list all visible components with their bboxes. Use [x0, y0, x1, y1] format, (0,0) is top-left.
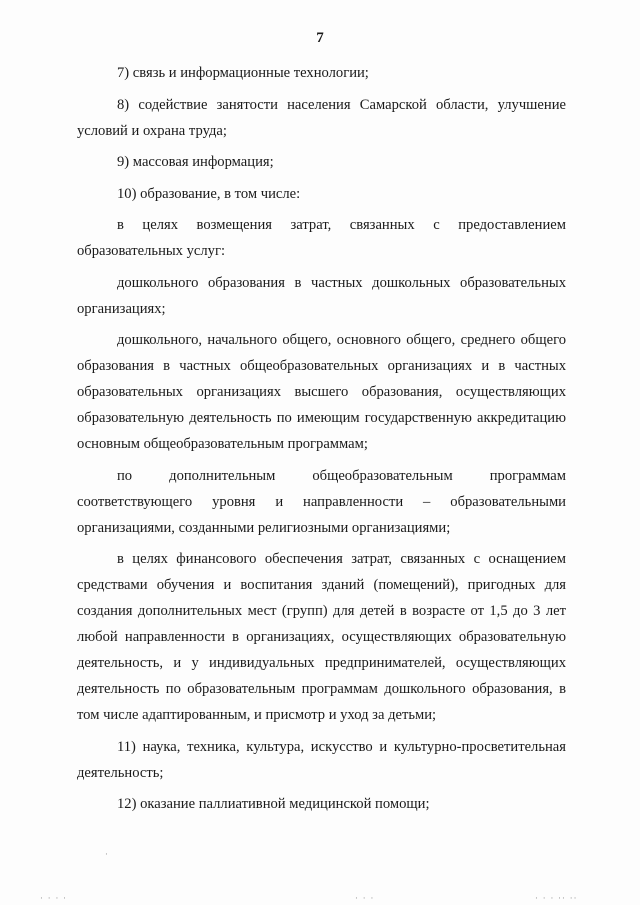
scan-artifact-center: · · · — [355, 894, 375, 904]
paragraph-item-10: 10) образование, в том числе: — [117, 185, 301, 202]
paragraph-item-8: 8) содействие занятости населения Самарской области, улучшение условий и охрана труда; — [77, 96, 566, 139]
scan-artifact-right: · · · ·· ·· — [535, 894, 578, 904]
paragraph-general-education: дошкольного, начального общего, основного общего, среднего общего образования в частных общеобразовательных организациях и в частных образовательных организациях высшего образования, осуществляющих образовательную деятельность по имеющим государственную аккредитацию основным общеобразовательным программам; — [77, 332, 566, 452]
scan-artifact-dot: · — [105, 850, 109, 860]
paragraph-preschool-private: дошкольного образования в частных дошкольных образовательных организациях; — [77, 274, 566, 317]
paragraph-financial-support: в целях финансового обеспечения затрат, связанных с оснащением средствами обучения и воспитания зданий (помещений), пригодных для создания дополнительных мест (групп) для детей в возрасте от 1,5 до 3 лет любой направленности в организациях, осуществляющих образовательную деятельность, и у индивидуальных предпринимателей, осуществляющих деятельность по образовательным программам дошкольного образования, в том числе адаптированным, и присмотр и уход за детьми; — [77, 551, 566, 723]
paragraph-cost-reimbursement: в целях возмещения затрат, связанных с предоставлением образовательных услуг: — [77, 217, 566, 259]
paragraph-additional-programs: по дополнительным общеобразовательным программам соответствующего уровня и направленности – образовательными организациями, созданными религиозными организациями; — [77, 467, 566, 536]
paragraph-item-11: 11) наука, техника, культура, искусство и культурно-просветительная деятельность; — [77, 738, 566, 781]
paragraph-item-12: 12) оказание паллиативной медицинской помощи; — [117, 796, 430, 812]
paragraph-item-9: 9) массовая информация; — [117, 154, 274, 170]
paragraph-item-7: 7) связь и информационные технологии; — [117, 65, 369, 81]
document-body — [77, 60, 566, 823]
scan-artifact-left: · · · · — [40, 894, 68, 904]
page-number: 7 — [316, 30, 324, 46]
